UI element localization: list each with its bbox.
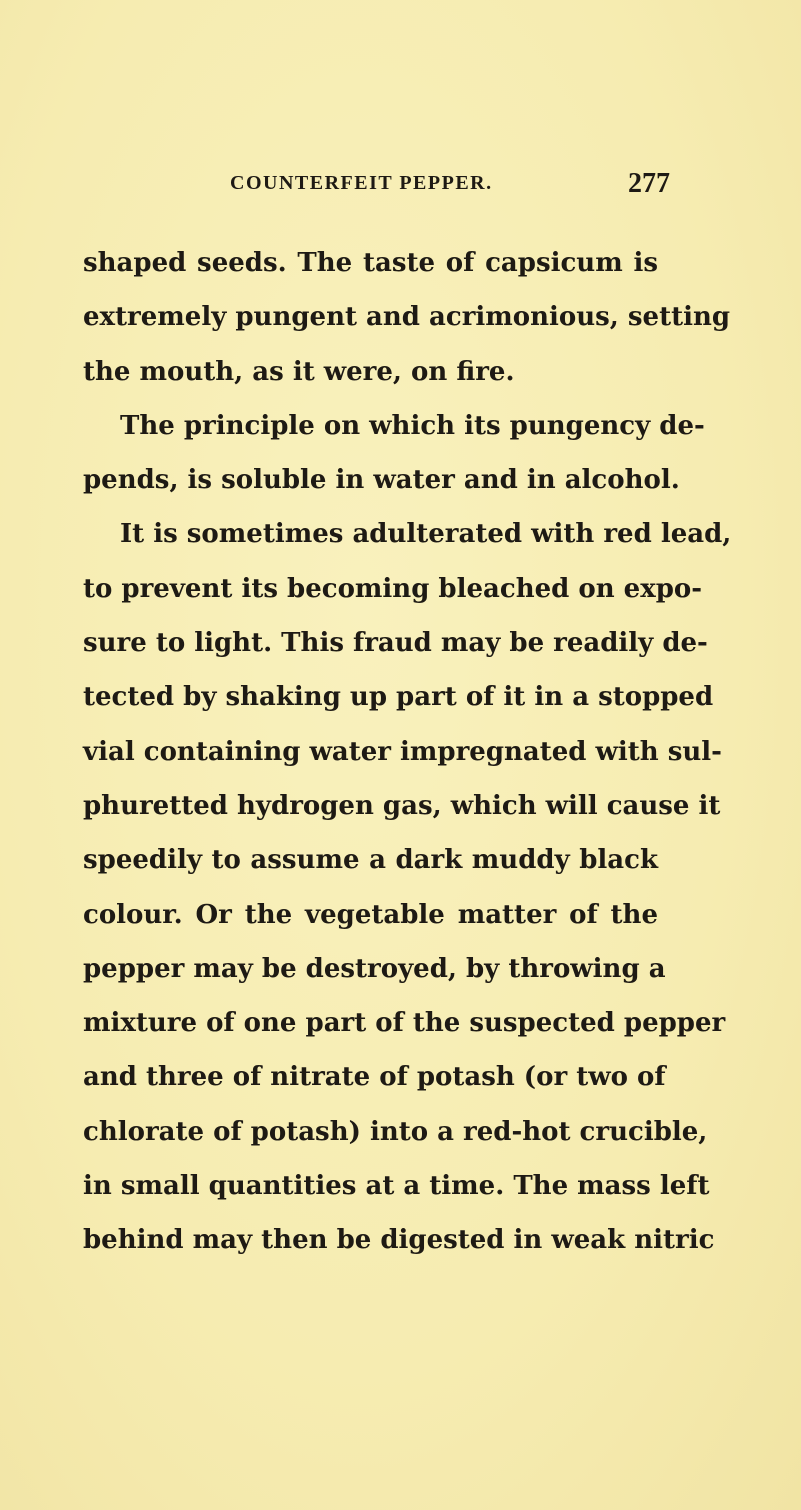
text-line: vial containing water impregnated with sul- bbox=[83, 736, 722, 767]
text-line: chlorate of potash) into a red-hot crucible, bbox=[83, 1116, 708, 1147]
text-line: speedily to assume a dark muddy black bbox=[83, 845, 658, 876]
text-line: to prevent its becoming bleached on expo- bbox=[83, 573, 703, 604]
body-text bbox=[83, 236, 732, 1268]
text-line: and three of nitrate of potash (or two of bbox=[83, 1062, 666, 1093]
text-line: sure to light. This fraud may be readily de- bbox=[83, 628, 708, 659]
text-line: shaped seeds. The taste of capsicum is bbox=[83, 248, 658, 278]
text-line: tected by shaking up part of it in a stopped bbox=[83, 682, 714, 713]
text-line: pepper may be destroyed, by throwing a bbox=[83, 953, 666, 984]
text-line: phuretted hydrogen gas, which will cause it bbox=[83, 790, 721, 821]
page-number: 277 bbox=[628, 168, 670, 199]
running-head-title: COUNTERFEIT PEPPER. bbox=[230, 172, 493, 194]
text-line: the mouth, as it were, on fire. bbox=[83, 356, 515, 387]
text-line: extremely pungent and acrimonious, setting bbox=[83, 302, 731, 333]
text-line: colour. Or the vegetable matter of the bbox=[83, 899, 658, 930]
text-line: behind may then be digested in weak nitric bbox=[83, 1225, 715, 1256]
text-line: in small quantities at a time. The mass left bbox=[83, 1171, 710, 1202]
text-line: It is sometimes adulterated with red lead, bbox=[120, 519, 732, 550]
text-line: mixture of one part of the suspected pepper bbox=[83, 1008, 726, 1039]
running-head bbox=[230, 168, 670, 198]
text-line: pends, is soluble in water and in alcohol. bbox=[83, 465, 680, 496]
text-line: The principle on which its pungency de- bbox=[120, 410, 705, 441]
